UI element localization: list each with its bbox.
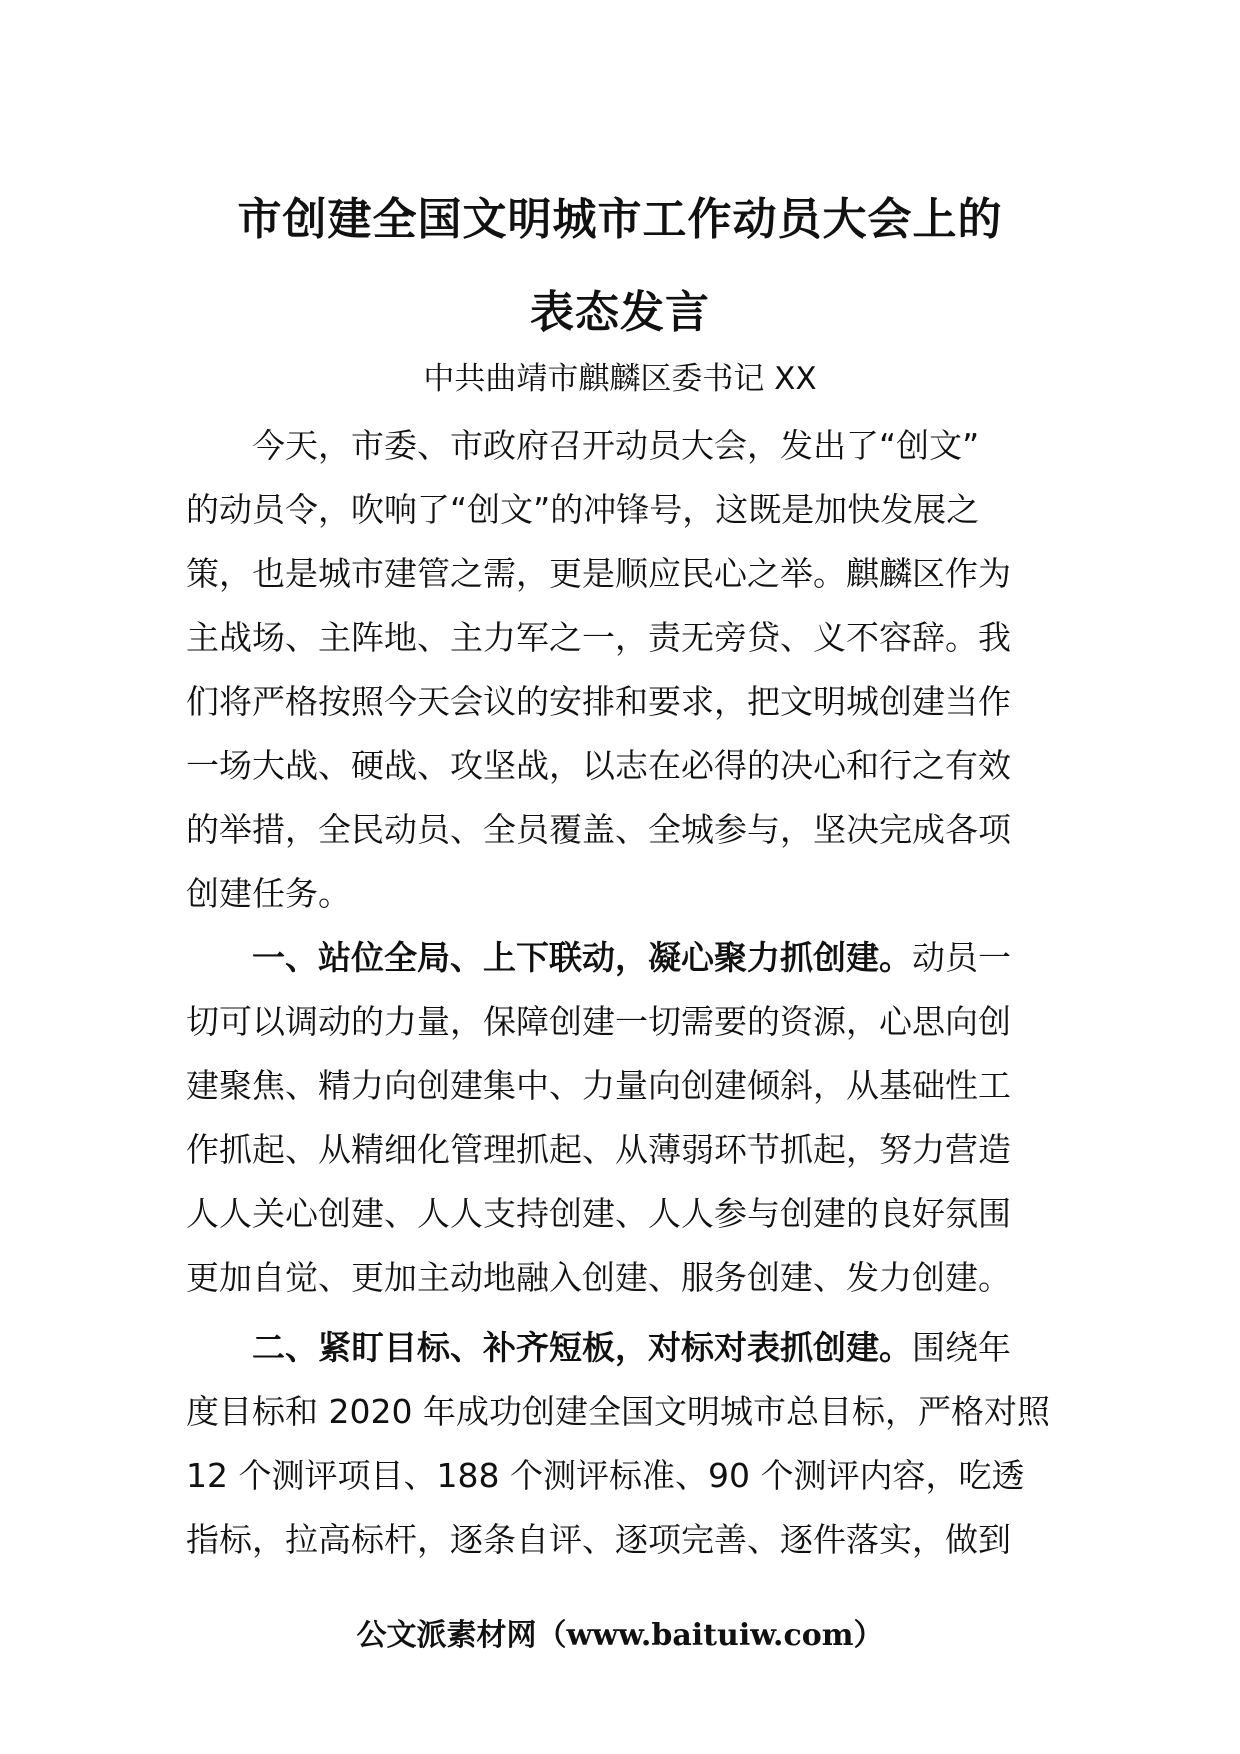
- paragraph-intro: 今天，市委、市政府召开动员大会，发出了“创文” 的动员令，吹响了“创文”的冲锋号，这既是加快发展之 策，也是城市建管之需，更是顺应民心之举。麒麟区作为 主战场、主阵地、主力军之一，责无旁贷、义不容辞。我 们将严格按照今天会议的安排和要求，把文明城创建当作 一场大战、硬战、攻坚战，以志在必得的决心和行之有效 的举措，全民动员、全员覆盖、全城参与，坚决完成各项 创建任务。: [186, 426, 1011, 913]
- section-two-heading: 二、紧盯目标、补齐短板，对标对表抓创建。: [186, 1328, 912, 1367]
- section-two-body: 围绕年 度目标和 2020 年成功创建全国文明城市总目标，严格对照 12 个测评项目、188 个测评标准、90 个测评内容，吃透 指标，拉高标杆，逐条自评、逐项完善、逐件落实，做到: [186, 1328, 1050, 1559]
- footer-watermark: 公文派素材网（www.baituiw.com）: [356, 1618, 884, 1653]
- section-one-heading: 一、站位全局、上下联动，凝心聚力抓创建。: [186, 938, 912, 977]
- document-title-line1: 市创建全国文明城市工作动员大会上的: [237, 194, 1003, 245]
- document-author: 中共曲靖市麒麟区委书记 XX: [423, 361, 817, 397]
- document-title-line2: 表态发言: [530, 287, 710, 338]
- paragraph-section-one: [186, 926, 1054, 1310]
- paragraph-section-two: [186, 1316, 1054, 1572]
- section-one-body: 动员一 切可以调动的力量，保障创建一切需要的资源，心思向创 建聚焦、精力向创建集中、力量向创建倾斜，从基础性工 作抓起、从精细化管理抓起、从薄弱环节抓起，努力营造 人人关心创建、人人支持创建、人人参与创建的良好氛围 更加自觉、更加主动地融入创建、服务创建、发力创建。: [186, 938, 1011, 1297]
